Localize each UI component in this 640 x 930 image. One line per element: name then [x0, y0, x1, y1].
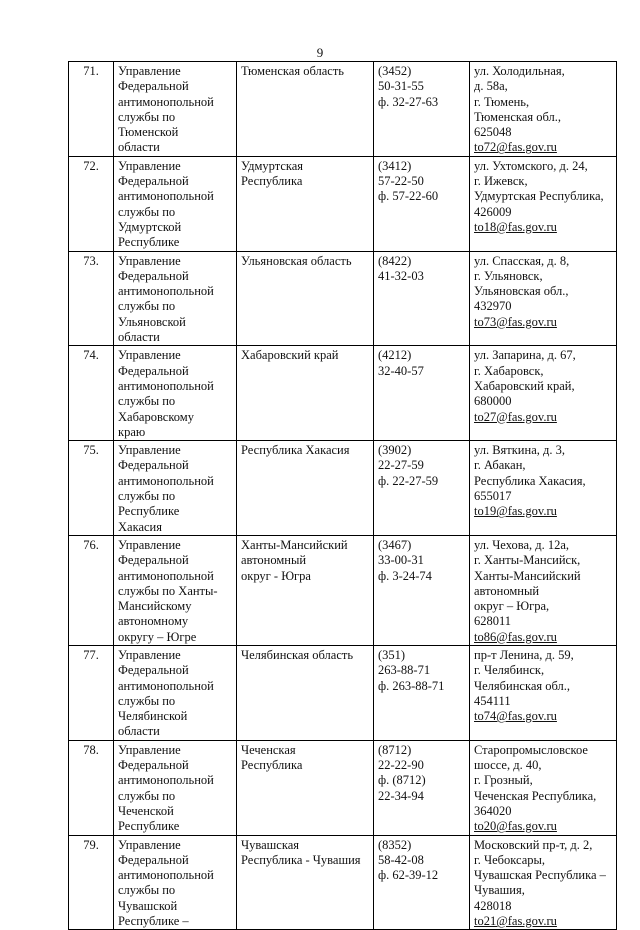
office-name-cell — [114, 645, 237, 740]
address-line: шоссе, д. 40, — [474, 758, 542, 773]
row-number: 74. — [83, 348, 99, 363]
office-name-line: краю — [118, 424, 146, 439]
office-directory-table — [68, 61, 617, 930]
address-line: 628011 — [474, 614, 512, 629]
office-name-line: службы по — [118, 788, 176, 803]
row-number-cell — [69, 740, 114, 835]
office-name-line: службы по — [118, 394, 176, 409]
office-name-cell — [114, 62, 237, 157]
office-name-cell — [114, 156, 237, 251]
office-name-line: области — [118, 724, 160, 739]
address-cell — [470, 251, 617, 346]
office-name-line: Управление — [118, 742, 181, 757]
region-line: Республика Хакасия — [241, 443, 350, 458]
phone-line: 50-31-55 — [378, 79, 424, 94]
address-line: Хабаровский край, — [474, 378, 575, 393]
row-number: 76. — [83, 537, 99, 552]
office-name-cell — [114, 251, 237, 346]
region-line: Чувашская — [241, 837, 300, 852]
region-cell — [237, 835, 374, 930]
row-number: 77. — [83, 647, 99, 662]
office-name-line: Федеральной — [118, 174, 189, 189]
address-cell — [470, 645, 617, 740]
row-number: 72. — [83, 158, 99, 173]
address-cell — [470, 835, 617, 930]
address-line: 655017 — [474, 489, 512, 504]
phone-line: 58-42-08 — [378, 852, 424, 867]
address-line: автономный — [474, 583, 540, 598]
address-line: Чувашия, — [474, 883, 525, 898]
address-line: Ульяновская обл., — [474, 284, 569, 299]
address-line: 428018 — [474, 898, 512, 913]
region-cell — [237, 441, 374, 536]
office-name-line: Чувашской — [118, 898, 178, 913]
phone-line: 22-27-59 — [378, 458, 424, 473]
office-name-line: антимонопольной — [118, 773, 214, 788]
address-line: 625048 — [474, 125, 512, 140]
phone-line: (351) — [378, 647, 406, 662]
office-name-line: Федеральной — [118, 758, 189, 773]
phone-cell — [374, 740, 470, 835]
office-name-line: Федеральной — [118, 458, 189, 473]
email-link: to19@fas.gov.ru — [474, 504, 557, 519]
office-name-line: Федеральной — [118, 268, 189, 283]
address-cell — [470, 535, 617, 645]
phone-line: 32-40-57 — [378, 363, 424, 378]
phone-line: 22-34-94 — [378, 788, 424, 803]
region-cell — [237, 740, 374, 835]
email-link: to86@fas.gov.ru — [474, 629, 557, 644]
region-cell — [237, 645, 374, 740]
phone-line: (3452) — [378, 64, 412, 78]
row-number-cell — [69, 156, 114, 251]
row-number-cell — [69, 441, 114, 536]
address-line: 680000 — [474, 394, 512, 409]
office-name-line: службы по — [118, 109, 176, 124]
address-line: Челябинская обл., — [474, 678, 571, 693]
region-line: Хабаровский край — [241, 348, 339, 363]
row-number: 79. — [83, 837, 99, 852]
phone-cell — [374, 441, 470, 536]
office-name-line: Республике — [118, 819, 180, 834]
table-row — [69, 740, 617, 835]
phone-cell — [374, 346, 470, 441]
row-number-cell — [69, 346, 114, 441]
office-name-line: Хабаровскому — [118, 409, 194, 424]
table-row — [69, 535, 617, 645]
region-cell — [237, 251, 374, 346]
region-line: Республика — [241, 174, 303, 189]
region-cell — [237, 346, 374, 441]
office-name-line: Мансийскому — [118, 599, 192, 614]
address-line: ул. Холодильная, — [474, 64, 565, 78]
table-row — [69, 346, 617, 441]
address-line: Чувашская Республика – — [474, 868, 606, 883]
address-line: г. Ульяновск, — [474, 268, 543, 283]
phone-line: (3902) — [378, 443, 412, 458]
region-line: округ - Югра — [241, 568, 311, 583]
row-number-cell — [69, 251, 114, 346]
office-name-line: Управление — [118, 158, 181, 173]
office-name-line: Управление — [118, 837, 181, 852]
table-row — [69, 156, 617, 251]
address-line: Московский пр-т, д. 2, — [474, 837, 593, 852]
region-cell — [237, 156, 374, 251]
office-name-line: Челябинской — [118, 709, 188, 724]
email-link: to21@fas.gov.ru — [474, 914, 557, 929]
table-row — [69, 251, 617, 346]
address-line: г. Абакан, — [474, 458, 526, 473]
office-name-line: службы по — [118, 204, 176, 219]
office-name-line: антимонопольной — [118, 568, 214, 583]
table-row — [69, 835, 617, 930]
row-number-cell — [69, 535, 114, 645]
row-number-cell — [69, 62, 114, 157]
address-line: ул. Спасская, д. 8, — [474, 253, 570, 268]
office-name-line: антимонопольной — [118, 678, 214, 693]
region-line: Чеченская — [241, 742, 296, 757]
address-line: г. Тюмень, — [474, 94, 530, 109]
office-name-line: области — [118, 140, 160, 155]
phone-line: 33-00-31 — [378, 553, 424, 568]
phone-line: 22-22-90 — [378, 758, 424, 773]
table-row — [69, 645, 617, 740]
office-name-line: антимонопольной — [118, 868, 214, 883]
office-name-line: Чеченской — [118, 803, 174, 818]
email-link: to27@fas.gov.ru — [474, 409, 557, 424]
office-name-line: Республике – — [118, 914, 189, 929]
address-line: 426009 — [474, 204, 512, 219]
office-name-line: Управление — [118, 537, 181, 552]
address-line: г. Ижевск, — [474, 174, 528, 189]
region-line: Республика — [241, 758, 303, 773]
office-name-cell — [114, 740, 237, 835]
office-name-line: Федеральной — [118, 553, 189, 568]
address-line: д. 58а, — [474, 79, 508, 94]
address-line: 432970 — [474, 299, 512, 314]
office-name-line: Управление — [118, 443, 181, 458]
phone-cell — [374, 645, 470, 740]
phone-line: ф. 62-39-12 — [378, 868, 439, 883]
phone-line: ф. 32-27-63 — [378, 94, 439, 109]
row-number: 78. — [83, 742, 99, 757]
address-line: Чеченская Республика, — [474, 788, 597, 803]
address-line: ул. Запарина, д. 67, — [474, 348, 576, 363]
phone-cell — [374, 535, 470, 645]
region-line: Челябинская область — [241, 647, 354, 662]
office-name-line: Ульяновской — [118, 314, 186, 329]
phone-line: (8422) — [378, 253, 412, 268]
email-link: to73@fas.gov.ru — [474, 314, 557, 329]
address-line: ул. Чехова, д. 12а, — [474, 537, 570, 552]
table-row — [69, 441, 617, 536]
office-name-cell — [114, 835, 237, 930]
office-name-cell — [114, 346, 237, 441]
phone-line: (3412) — [378, 158, 412, 173]
address-cell — [470, 156, 617, 251]
address-line: пр-т Ленина, д. 59, — [474, 647, 574, 662]
office-name-line: Управление — [118, 348, 181, 363]
phone-line: (8712) — [378, 742, 412, 757]
table-body — [69, 62, 617, 930]
address-line: ул. Ухтомского, д. 24, — [474, 158, 588, 173]
address-line: округ – Югра, — [474, 599, 550, 614]
address-line: Удмуртская Республика, — [474, 189, 604, 204]
office-name-line: антимонопольной — [118, 473, 214, 488]
office-name-line: службы по Ханты- — [118, 583, 218, 598]
office-name-line: Республике — [118, 235, 180, 250]
region-line: Республика - Чувашия — [241, 852, 361, 867]
address-line: ул. Вяткина, д. 3, — [474, 443, 565, 458]
row-number: 73. — [83, 253, 99, 268]
address-line: г. Хабаровск, — [474, 363, 544, 378]
phone-cell — [374, 835, 470, 930]
address-line: г. Челябинск, — [474, 663, 545, 678]
office-name-line: службы по — [118, 489, 176, 504]
phone-line: 57-22-50 — [378, 174, 424, 189]
phone-line: (4212) — [378, 348, 412, 363]
address-line: 364020 — [474, 803, 512, 818]
phone-cell — [374, 251, 470, 346]
phone-cell — [374, 156, 470, 251]
address-line: Тюменская обл., — [474, 109, 561, 124]
office-name-line: Республике — [118, 504, 180, 519]
region-line: Ульяновская область — [241, 253, 352, 268]
address-line: Ханты-Мансийский — [474, 568, 581, 583]
phone-line: 41-32-03 — [378, 268, 424, 283]
address-line: 454111 — [474, 693, 511, 708]
region-line: автономный — [241, 553, 307, 568]
office-name-line: антимонопольной — [118, 94, 214, 109]
table-row — [69, 62, 617, 157]
office-name-line: службы по — [118, 883, 176, 898]
office-name-line: службы по — [118, 693, 176, 708]
row-number: 75. — [83, 443, 99, 458]
office-name-line: Управление — [118, 253, 181, 268]
phone-line: ф. 3-24-74 — [378, 568, 432, 583]
region-cell — [237, 62, 374, 157]
region-line: Тюменская область — [241, 64, 344, 78]
office-name-line: службы по — [118, 299, 176, 314]
region-cell — [237, 535, 374, 645]
phone-line: ф. 22-27-59 — [378, 473, 439, 488]
phone-line: (8352) — [378, 837, 412, 852]
office-name-line: Удмуртской — [118, 219, 182, 234]
office-name-line: антимонопольной — [118, 284, 214, 299]
office-name-line: округу – Югре — [118, 629, 197, 644]
phone-cell — [374, 62, 470, 157]
page-number: 9 — [316, 45, 324, 60]
address-line: Республика Хакасия, — [474, 473, 586, 488]
office-name-line: антимонопольной — [118, 189, 214, 204]
office-name-cell — [114, 441, 237, 536]
phone-line: ф. 263-88-71 — [378, 678, 445, 693]
office-name-line: Федеральной — [118, 79, 189, 94]
address-line: г. Грозный, — [474, 773, 533, 788]
phone-line: ф. (8712) — [378, 773, 426, 788]
address-cell — [470, 740, 617, 835]
office-name-line: антимонопольной — [118, 378, 214, 393]
address-cell — [470, 441, 617, 536]
email-link: to20@fas.gov.ru — [474, 819, 557, 834]
office-name-line: Федеральной — [118, 663, 189, 678]
office-name-line: Тюменской — [118, 125, 179, 140]
office-name-line: Федеральной — [118, 852, 189, 867]
region-line: Удмуртская — [241, 158, 304, 173]
office-name-line: Управление — [118, 64, 181, 78]
row-number-cell — [69, 645, 114, 740]
phone-line: (3467) — [378, 537, 412, 552]
row-number-cell — [69, 835, 114, 930]
email-link: to74@fas.gov.ru — [474, 709, 557, 724]
address-cell — [470, 346, 617, 441]
region-line: Ханты-Мансийский — [241, 537, 348, 552]
office-name-line: Федеральной — [118, 363, 189, 378]
row-number: 71. — [83, 64, 99, 78]
phone-line: ф. 57-22-60 — [378, 189, 439, 204]
office-name-line: области — [118, 330, 160, 345]
address-line: Старопромысловское — [474, 742, 588, 757]
email-link: to72@fas.gov.ru — [474, 140, 557, 155]
address-line: г. Чебоксары, — [474, 852, 546, 867]
address-line: г. Ханты-Мансийск, — [474, 553, 581, 568]
email-link: to18@fas.gov.ru — [474, 219, 557, 234]
phone-line: 263-88-71 — [378, 663, 431, 678]
address-cell — [470, 62, 617, 157]
office-name-line: Хакасия — [118, 519, 162, 534]
office-name-line: Управление — [118, 647, 181, 662]
office-name-line: автономному — [118, 614, 189, 629]
office-name-cell — [114, 535, 237, 645]
